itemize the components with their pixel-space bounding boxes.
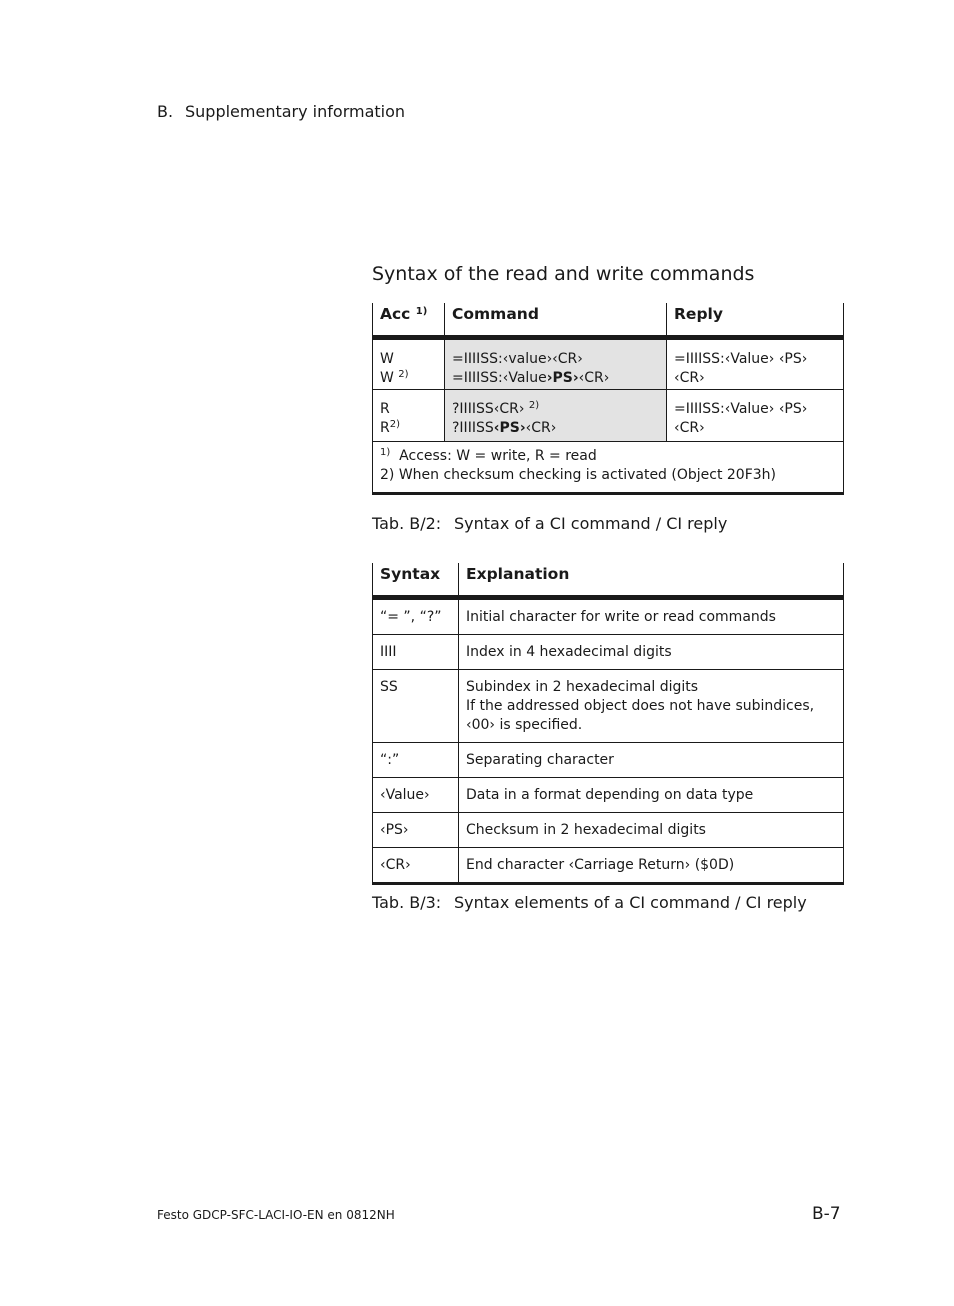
- table-caption: [372, 514, 727, 533]
- table-row: [373, 813, 844, 848]
- page-number: B-7: [812, 1204, 841, 1224]
- explanation-cell: Data in a format depending on data type: [459, 778, 844, 813]
- table-notes-row: [373, 442, 844, 494]
- explanation-cell: Initial character for write or read commands: [459, 598, 844, 635]
- command-cell: ?IIIISS‹CR› $^{2)}$ ?IIIISS‹PS›‹CR›: [445, 390, 667, 442]
- table-header-row: [373, 303, 844, 338]
- page-title: Syntax of the read and write commands: [372, 263, 755, 285]
- footnote-mark: 1): [415, 306, 428, 317]
- explanation-cell: Separating character: [459, 743, 844, 778]
- acc-cell: R $R^{2)}$: [373, 390, 445, 442]
- table-row: [373, 390, 844, 442]
- syntax-commands-table: [372, 303, 844, 495]
- reply-cell: =IIIISS:‹Value› ‹PS› ‹CR›: [667, 390, 844, 442]
- footer-doc-id: Festo GDCP-SFC-LACI-IO-EN en 0812NH: [157, 1208, 395, 1222]
- section-letter: B.: [157, 102, 174, 121]
- header-reply: Reply: [667, 303, 844, 338]
- command-cell: =IIIISS:‹value›‹CR› =IIIISS:‹Value›PS›‹CR›: [445, 338, 667, 390]
- caption-text: Syntax of a CI command / CI reply: [454, 514, 728, 533]
- explanation-cell: Index in 4 hexadecimal digits: [459, 635, 844, 670]
- syntax-cell: “:”: [373, 743, 459, 778]
- explanation-cell: Subindex in 2 hexadecimal digits If the addressed object does not have subindices, ‹00› is specified.: [459, 670, 844, 743]
- header-syntax: Syntax: [373, 563, 459, 598]
- table-row: [373, 778, 844, 813]
- header-acc: Acc $^{1)}$: [373, 303, 445, 338]
- header-explanation: Explanation: [459, 563, 844, 598]
- section-header-title: Supplementary information: [185, 102, 406, 121]
- header-command: Command: [445, 303, 667, 338]
- table-caption: [372, 893, 807, 912]
- syntax-cell: ‹PS›: [373, 813, 459, 848]
- table-row: [373, 848, 844, 884]
- caption-number: Tab. B/3:: [372, 893, 442, 912]
- syntax-cell: IIII: [373, 635, 459, 670]
- caption-number: Tab. B/2:: [372, 514, 442, 533]
- explanation-cell: Checksum in 2 hexadecimal digits: [459, 813, 844, 848]
- reply-cell: =IIIISS:‹Value› ‹PS› ‹CR›: [667, 338, 844, 390]
- syntax-cell: ‹CR›: [373, 848, 459, 884]
- section-header: [157, 102, 405, 121]
- table-row: [373, 670, 844, 743]
- table-header-row: [373, 563, 844, 598]
- explanation-cell: End character ‹Carriage Return› ($0D): [459, 848, 844, 884]
- syntax-cell: “= ”, “?”: [373, 598, 459, 635]
- table-row: [373, 635, 844, 670]
- table-notes: $^{1)}$ Access: W = write, R = read 2) When checksum checking is activated (Object 20F3h): [373, 442, 844, 494]
- caption-text: Syntax elements of a CI command / CI reply: [454, 893, 807, 912]
- syntax-cell: SS: [373, 670, 459, 743]
- syntax-elements-table: [372, 563, 844, 885]
- table-row: [373, 598, 844, 635]
- table-row: [373, 743, 844, 778]
- syntax-cell: ‹Value›: [373, 778, 459, 813]
- acc-cell: W W $^{2)}$: [373, 338, 445, 390]
- table-row: [373, 338, 844, 390]
